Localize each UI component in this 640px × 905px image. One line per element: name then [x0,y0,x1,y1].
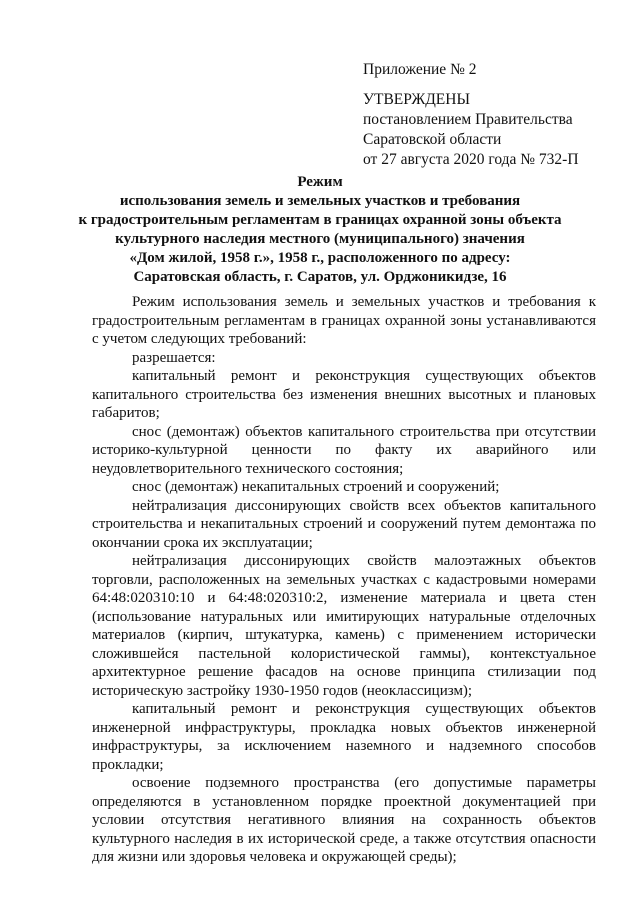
paragraph: капитальный ремонт и реконструкция существующих объектов инженерной инфраструктуры, прокладка новых объектов инженерной инфраструктуры, за исключением наземного и надземного способов прокладки; [92,701,596,773]
approved-heading: УТВЕРЖДЕНЫ [363,91,470,108]
approval-line-1: постановлением Правительства [363,111,573,128]
paragraph: освоение подземного пространства (его допустимые параметры определяются в установленном порядке проектной документацией при условии отсутствия негативного влияния на сохранность объектов культурного наследия в их исторической среде, а также отсутствия опасности для жизни или здоровья человека и окружающей среды); [92,775,596,865]
paragraph: нейтрализация диссонирующих свойств всех объектов капитального строительства и некапитальных строений и сооружений путем демонтажа по окончании срока их эксплуатации; [92,497,596,551]
paragraph: снос (демонтаж) некапитальных строений и сооружений; [132,479,500,495]
title-line-3: к градостроительным регламентам в границах охранной зоны объекта [78,212,562,228]
approval-block [363,60,613,170]
approval-line-3: от 27 августа 2020 года № 732-П [363,151,579,168]
appendix-number: Приложение № 2 [363,61,477,78]
title-line-1: Режим [297,174,343,190]
paragraph: снос (демонтаж) объектов капитального строительства при отсутствии историко-культурной ценности по факту их аварийного или неудовлетворительного технического состояния; [92,423,596,477]
title-line-2: использования земель и земельных участков и требования [119,193,521,209]
title-line-6: Саратовская область, г. Саратов, ул. Орджоникидзе, 16 [133,269,507,285]
document-body [92,293,596,867]
paragraph: капитальный ремонт и реконструкция существующих объектов капитального строительства без изменения внешних высотных и плановых габаритов; [92,368,596,421]
title-line-4: культурного наследия местного (муниципального) значения [115,231,525,247]
approval-line-2: Саратовской области [363,131,502,148]
document-title [60,173,580,287]
paragraph: разрешается: [132,349,216,366]
title-line-5: «Дом жилой, 1958 г.», 1958 г., расположенного по адресу: [129,250,511,266]
paragraph: нейтрализация диссонирующих свойств малоэтажных объектов торговли, расположенных на земельных участках с кадастровыми номерами 64:48:020310:10 и 64:48:020310:2, изменение материала и цвета стен (использование натуральных или имитирующих натуральные отделочных материалов (кирпич, штукатурка, камень) с применением исторически сложившейся пастельной колористической гаммы), контекстуальное архитектурное решение фасадов на основе принципа стилизации под историческую застройку 1930-1950 годов (неоклассицизм); [92,553,596,699]
paragraph: Режим использования земель и земельных участков и требования к градостроительным регламентам в границах охранной зоны устанавливаются с учетом следующих требований: [92,294,596,347]
